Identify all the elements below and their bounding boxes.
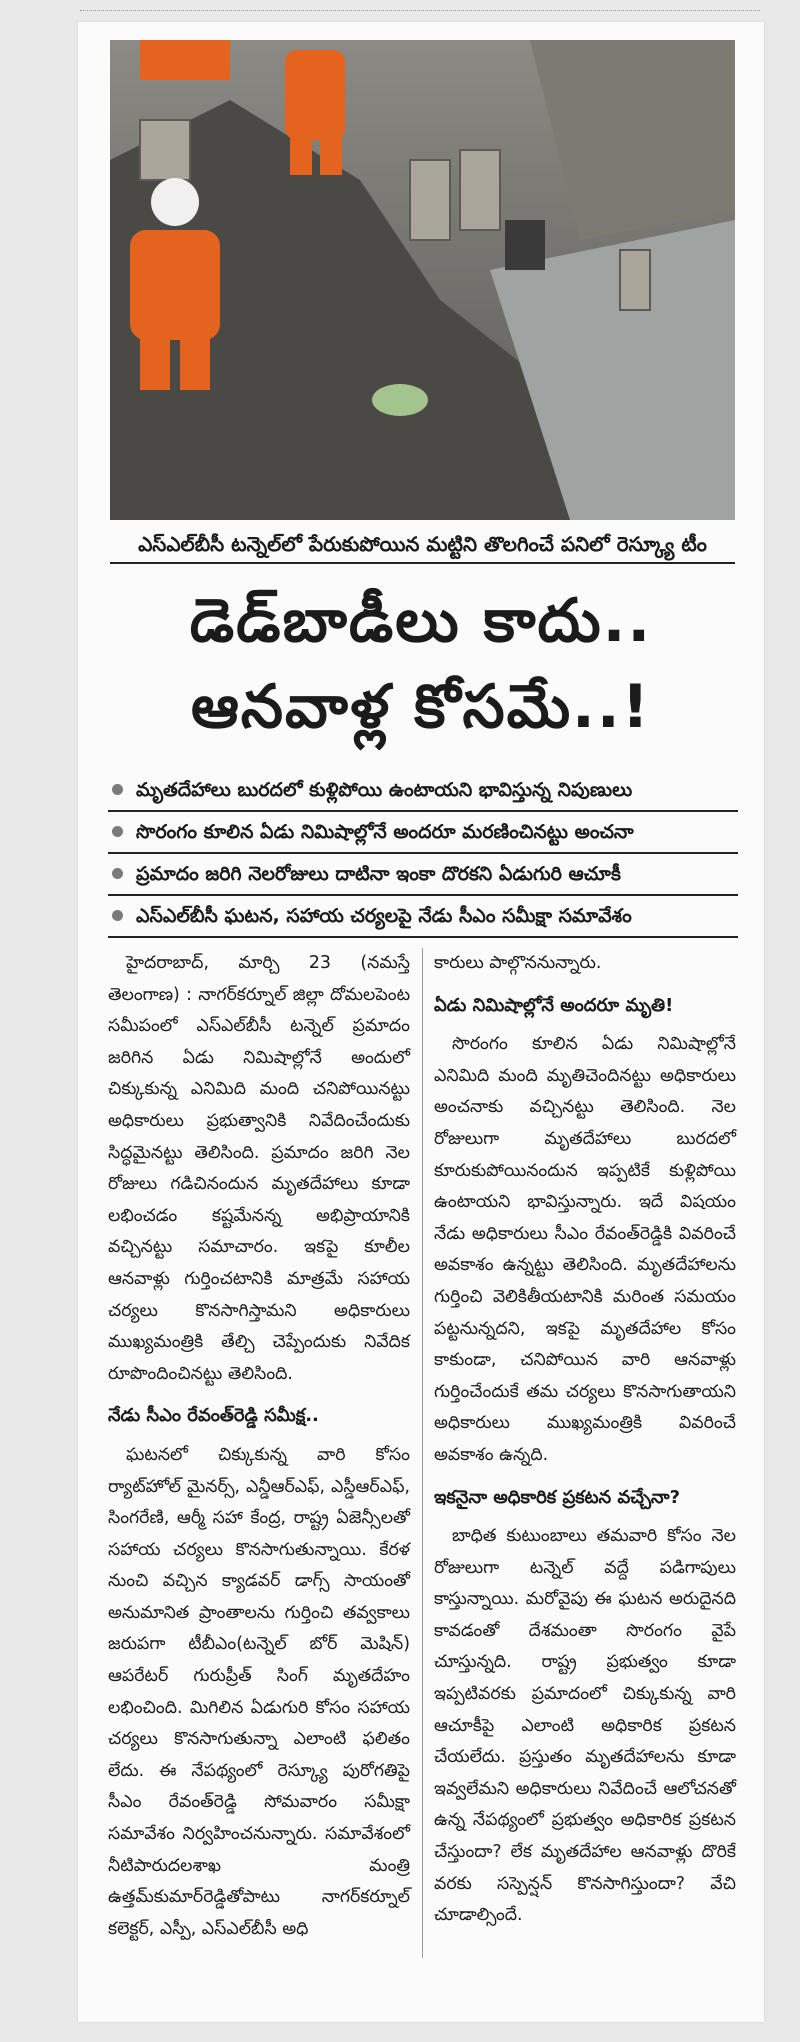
- article-paragraph: బాధిత కుటుంబాలు తమవారి కోసం నెల రోజులుగా టన్నెల్ వద్దే పడిగాపులు కాస్తున్నాయి. మరోవైపు ఈ ఘటన అరుదైనది కావడంతో దేశమంతా సొరంగం వైపే చూస్తున్నది. రాష్ట్ర ప్రభుత్వం కూడా ఇప్పటివరకు ప్రమాదంలో చిక్కుకున్న వారి ఆచూకీపై ఎలాంటి అధికారిక ప్రకటన చేయలేదు. ప్రస్తుతం మృతదేహాలను కూడా ఇవ్వలేమని అధికారులు నివేదించే ఆలోచనతో ఉన్న నేపథ్యంలో ప్రభుత్వం అధికారిక ప్రకటన చేస్తుందా? లేక మృతదేహాల ఆనవాళ్లు దొరికే వరకు సస్పెన్షన్ కొనసాగిస్తుందా? వేచి చూడాల్సిందే.: [434, 1526, 736, 1926]
- bullet-icon: [112, 910, 123, 921]
- key-point: ఎస్ఎల్‌బీసీ ఘటన, సహాయ చర్యలపై నేడు సీఎం సమీక్షా సమావేశం: [108, 896, 738, 938]
- article-paragraph: హైదరాబాద్, మార్చి 23 (నమస్తే తెలంగాణ) : నాగర్‌కర్నూల్ జిల్లా దోమలపెంట సమీపంలో ఎస్ఎల్‌బీసీ టన్నెల్ ప్రమాదం జరిగిన ఏడు నిమిషాల్లోనే అందులో చిక్కుకున్న ఎనిమిది మంది చనిపోయినట్టు అధికారులు ప్రభుత్వానికి నివేదించేందుకు సిద్ధమైనట్టు తెలిసింది. ప్రమాదం జరిగి నెల రోజులు గడిచినందున మృతదేహాలు కూడా లభించడం కష్టమేనన్న అభిప్రాయానికి వచ్చినట్టు సమాచారం. ఇకపై కూలీల ఆనవాళ్లు గుర్తించటానికి మాత్రమే సహాయ చర్యలు కొనసాగిస్తామని అధికారులు ముఖ్యమంత్రికి తేల్చి చెప్పేందుకు నివేదిక రూపొందించినట్టు తెలిసింది.: [108, 953, 410, 1384]
- bullet-icon: [112, 868, 123, 879]
- section-subheading: ఇకనైనా అధికారిక ప్రకటన వచ్చేనా?: [434, 1486, 681, 1508]
- headline-line-2: ఆనవాళ్ల కోసమే..!: [191, 672, 651, 742]
- photo-caption: ఎస్ఎల్‌బీసీ టన్నెల్‌లో పేరుకుపోయిన మట్టిని తొలగించే పనిలో రెస్క్యూ టీం: [110, 526, 735, 564]
- article-left-column: [108, 948, 410, 1945]
- article-right-column: [434, 948, 736, 1932]
- rescue-photo: [110, 40, 735, 520]
- bullet-icon: [112, 826, 123, 837]
- column-divider: [422, 948, 423, 1958]
- key-point: సొరంగం కూలిన ఏడు నిమిషాల్లోనే అందరూ మరణించినట్టు అంచనా: [108, 812, 738, 854]
- key-points: [108, 770, 738, 938]
- section-subheading: నేడు సీఎం రేవంత్‌రెడ్డి సమీక్ష..: [108, 1405, 319, 1427]
- key-point: ప్రమాదం జరిగి నెలరోజులు దాటినా ఇంకా దొరకని ఏడుగురి ఆచూకీ: [108, 854, 738, 896]
- section-subheading: ఏడు నిమిషాల్లోనే అందరూ మృతి!: [434, 994, 674, 1016]
- bullet-icon: [112, 784, 123, 795]
- article-paragraph: సొరంగం కూలిన ఏడు నిమిషాల్లోనే ఎనిమిది మంది మృతిచెందినట్టు అధికారులు అంచనాకు వచ్చినట్టు తెలిసింది. నెల రోజులుగా మృతదేహాలు బురదలో కూరుకుపోయినందున ఇప్పటికే కుళ్లిపోయి ఉంటాయని భావిస్తున్నారు. ఇదే విషయం నేడు అధికారులు సీఎం రేవంత్‌రెడ్డికి వివరించే అవకాశం ఉన్నట్టు తెలిసింది. మృతదేహాలను గుర్తించి వెలికితీయటానికి మరింత సమయం పట్టనున్నదని, ఇకపై మృతదేహాల కోసం కాకుండా, చనిపోయిన వారి ఆనవాళ్లు గుర్తించేందుకే తమ చర్యలు కొనసాగుతాయని అధికారులు ముఖ్యమంత్రికి వివరించే అవకాశం ఉన్నది.: [434, 1034, 736, 1465]
- top-strip: [80, 0, 760, 11]
- article-paragraph: కారులు పాల్గొననున్నారు.: [434, 953, 602, 973]
- article-paragraph: ఘటనలో చిక్కుకున్న వారి కోసం ర్యాట్‌హోల్ మైనర్స్, ఎన్డీఆర్ఎఫ్, ఎస్డీఆర్ఎఫ్, సింగరేణి, ఆర్మీ సహా కేంద్ర, రాష్ట్ర ఏజెన్సీలతో సహాయ చర్యలు కొనసాగుతున్నాయి. కేరళ నుంచి వచ్చిన క్యాడవర్ డాగ్స్ సాయంతో అనుమానిత ప్రాంతాలను గుర్తించి తవ్వకాలు జరుపగా టీబీఎం(టన్నెల్ బోర్ మెషిన్) ఆపరేటర్ గురుప్రీత్ సింగ్ మృతదేహం లభించింది. మిగిలిన ఏడుగురి కోసం సహాయ చర్యలు కొనసాగుతున్నా ఎలాంటి ఫలితం లేదు. ఈ నేపథ్యంలో రెస్క్యూ పురోగతిపై సీఎం రేవంత్‌రెడ్డి సోమవారం సమీక్షా సమావేశం నిర్వహించనున్నారు. సమావేశంలో నీటిపారుదలశాఖ మంత్రి ఉత్తమ్‌కుమార్‌రెడ్డితోపాటు నాగర్‌కర్నూల్ కలెక్టర్, ఎస్పీ, ఎస్ఎల్‌బీసీ అధి: [108, 1444, 410, 1939]
- key-point: మృతదేహాలు బురదలో కుళ్లిపోయి ఉంటాయని భావిస్తున్న నిపుణులు: [108, 770, 738, 812]
- headline-line-1: డెడ్‌బాడీలు కాదు..: [189, 586, 653, 656]
